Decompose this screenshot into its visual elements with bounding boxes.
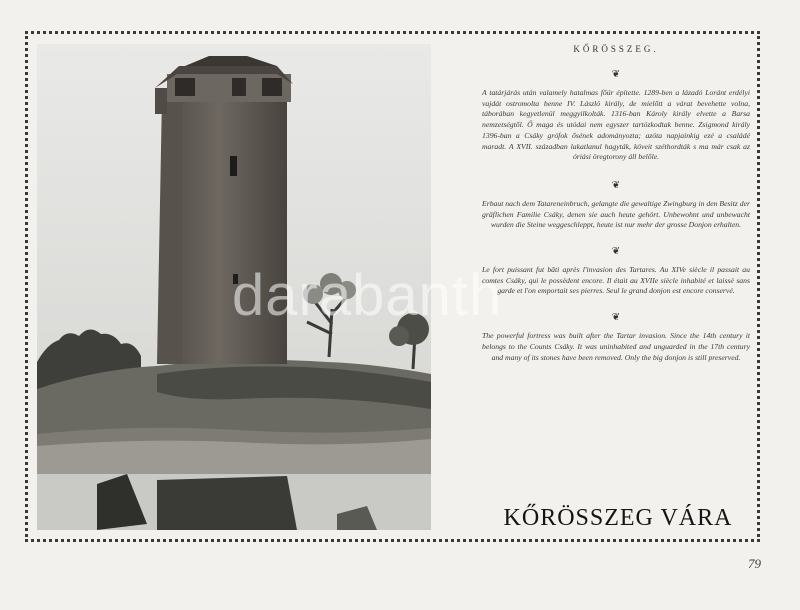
watermark: darabanth: [232, 263, 503, 328]
section-heading: KŐRÖSSZEG.: [573, 44, 659, 54]
paragraph-german: Erbaut nach dem Tatareneinbruch, gelangte die gewaltige Zwingburg in den Besitz der gräflichen Familie Csáky, denen sie auch heute gehört. Unbewohnt und unbewacht wurden die Steine weggeschleppt, heute ist nur mehr der grosse Donjon erhalten.: [482, 198, 750, 230]
castle-title: KŐRÖSSZEG VÁRA: [503, 505, 733, 531]
text-column: [482, 44, 750, 504]
leaf-ornament-icon: ❦: [611, 69, 621, 80]
leaf-ornament-icon: ❦: [611, 179, 621, 191]
paragraph-hungarian: A tatárjárás után valamely hatalmas főúr építette. 1289-ben a lázadó Loránt erdélyi vajdát ostromolta benne IV. László király, de mielőtt a várat bevehette volna, táborában kegyetlenül meggyilkolták. 1316-ban Károly király elvette a Barsa nemzetségtől. Ő maga és utódai nem egyszer tartózkodtak benne. Zsigmond király 1396-ban a Csáky grófok ősének adományozta; azóta napjainkig ezé a családé maradt. A XVII. században lakatlanul hagyták, köveit széthordták s ma már csak az óriási öregtorony áll belőle.: [482, 88, 750, 162]
paragraph-english: The powerful fortress was built after the Tartar invasion. Since the 14th century it belongs to the Counts Csáky. It was uninhabited and unguarded in the 17th century and many of its stones have been removed. Only the big donjon is still preserved.: [482, 331, 750, 362]
leaf-ornament-icon: ❦: [611, 312, 621, 324]
leaf-ornament-icon: ❦: [611, 246, 621, 258]
castle-tower-photo: [37, 44, 431, 530]
page-number: 79: [748, 556, 761, 571]
paragraph-french: Le fort puissant fut bâti après l'invasion des Tartares. Au XIVe siècle il passait au comtes Csáky, qui le possèdent encore. Il était au XVIIe siècle inhabité et laissé sans garde et l'on emportait ses pierres. Seul le grand donjon est encore conservé.: [482, 265, 750, 296]
